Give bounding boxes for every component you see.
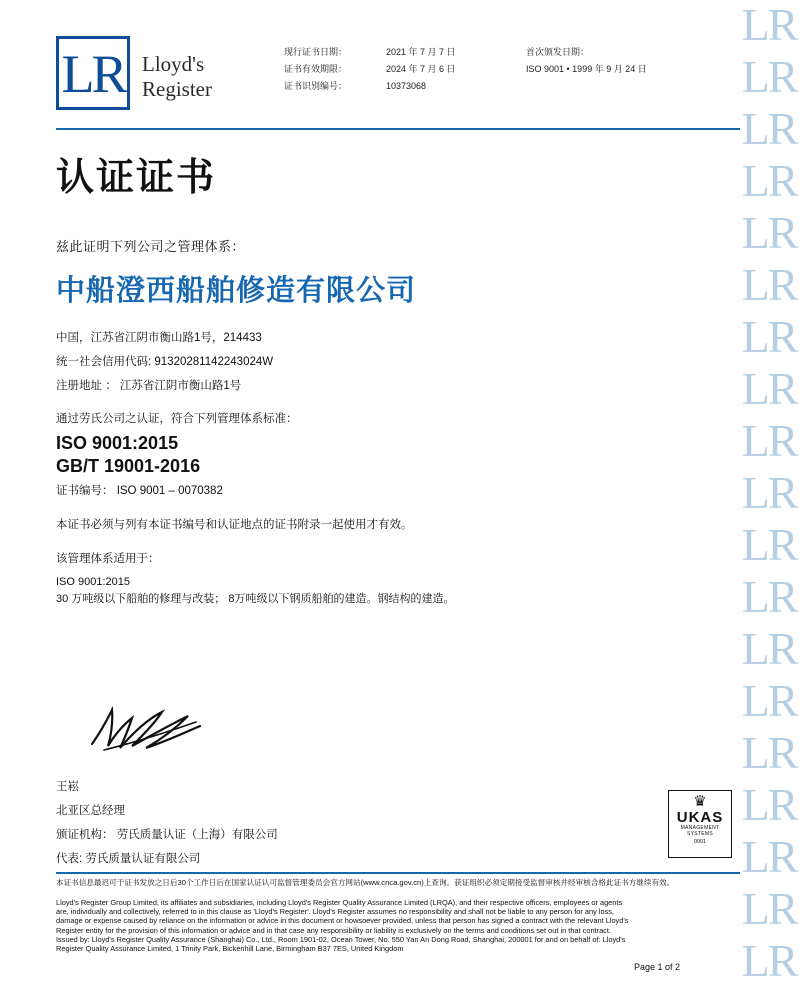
- ukas-accreditation-mark: [668, 790, 732, 858]
- footer-divider: [56, 872, 740, 874]
- meta-label-current-date: 现行证书日期：: [284, 47, 348, 57]
- company-registered-address: 注册地址 ： 江苏省江阴市衡山路1号: [56, 380, 242, 392]
- watermark-lr-text: LR: [741, 207, 797, 258]
- meta-first-issue-column: [526, 44, 647, 95]
- watermark-lr-text: LR: [741, 727, 797, 778]
- watermark-lr-icon: [741, 780, 797, 832]
- footer-disclaimer-line: are, individually and collectively, referred to in this clause as 'Lloyd's Register'. Lloyd's Register assumes no responsibility and shall not be liable to any person for any loss,: [56, 907, 615, 917]
- footer-disclaimer-line: Register Quality Assurance Limited, 1 Trinity Park, Bickenhill Lane, Birmingham B37 7ES, United Kingdom: [56, 944, 404, 954]
- watermark-lr-text: LR: [741, 571, 797, 622]
- meta-label-cert-id: 证书识别编号：: [284, 81, 348, 91]
- standard-iso9001: ISO 9001:2015: [56, 433, 179, 453]
- scope-line-activities: 30 万吨级以下船舶的修理与改装； 8万吨级以下钢质船舶的建造。钢结构的建造。: [56, 593, 455, 605]
- watermark-lr-icon: [741, 104, 797, 156]
- logo-wordmark: [142, 52, 212, 102]
- certificate-header: [56, 30, 740, 122]
- footer-disclaimer-line: Lloyd's Register Group Limited, its affiliates and subsidiaries, including Lloyd's Register Quality Assurance Limited (LRQA), and their respective officers, employees or agents: [56, 898, 623, 907]
- meta-values-column: [376, 44, 526, 95]
- watermark-lr-icon: [741, 936, 797, 988]
- watermark-lr-icon: [741, 260, 797, 312]
- lr-monogram-text: LR: [61, 44, 125, 104]
- meta-value-expiry-date: 2024 年 7 月 6 日: [386, 64, 456, 74]
- watermark-lr-text: LR: [741, 623, 797, 674]
- footer-disclaimer-line: damage or expense caused by reliance on the information or advice in this document or howsoever provided, unless that person has signed a contract with the relevant Lloyd's: [56, 916, 629, 926]
- watermark-lr-text: LR: [741, 311, 797, 362]
- watermark-lr-icon: [741, 728, 797, 780]
- scope-line-standard: ISO 9001:2015: [56, 576, 131, 588]
- meta-labels-column: [284, 44, 376, 95]
- meta-label-first-issue: 首次颁发日期：: [526, 47, 590, 57]
- company-details: [56, 326, 273, 398]
- crown-icon: ♛: [693, 793, 707, 810]
- certificate-meta: [284, 44, 647, 95]
- watermark-strip: [738, 0, 800, 1000]
- watermark-lr-icon: [741, 156, 797, 208]
- watermark-lr-text: LR: [741, 363, 797, 414]
- watermark-lr-text: LR: [741, 831, 797, 882]
- watermark-lr-text: LR: [741, 467, 797, 518]
- footer-english-disclaimer: [56, 898, 740, 953]
- ukas-number: 0001: [693, 839, 707, 845]
- watermark-lr-text: LR: [741, 779, 797, 830]
- watermark-lr-icon: [741, 624, 797, 676]
- page-number: Page 1 of 2: [633, 962, 680, 972]
- watermark-lr-text: LR: [741, 675, 797, 726]
- meta-value-cert-id: 10373068: [386, 81, 427, 91]
- watermark-lr-text: LR: [741, 0, 797, 50]
- footer-disclaimer-line: Register entity for the provision of this information or advice and in that case any responsibility or liability is exclusively on the terms and conditions set out in that contract.: [56, 925, 611, 935]
- lr-monogram-icon: [56, 36, 130, 110]
- watermark-lr-icon: [741, 468, 797, 520]
- scope-body: [56, 574, 676, 608]
- watermark-lr-text: LR: [741, 51, 797, 102]
- standard-gbt19001: GB/T 19001-2016: [56, 456, 201, 476]
- company-name: 中船澄西船舶修造有限公司: [56, 275, 417, 307]
- ukas-subtitle-line1: MANAGEMENT: [680, 825, 720, 831]
- lloyds-register-logo: [56, 36, 212, 110]
- scope-label: 该管理体系适用于：: [56, 553, 160, 565]
- ukas-subtitle-line2: SYSTEMS: [687, 831, 713, 837]
- header-divider: [56, 128, 740, 130]
- watermark-lr-icon: [741, 52, 797, 104]
- validity-note: 本证书必须与列有本证书编号和认证地点的证书附录一起使用才有效。: [56, 519, 413, 531]
- company-address: 中国，江苏省江阴市衡山路1号，214433: [56, 332, 262, 344]
- certificate-number: 证书编号： ISO 9001 – 0070382: [56, 485, 223, 497]
- watermark-lr-icon: [741, 676, 797, 728]
- standards-list: [56, 432, 200, 478]
- watermark-lr-icon: [741, 0, 797, 52]
- representative: 代表: 劳氏质量认证有限公司: [56, 853, 201, 865]
- signatory-role: 北亚区总经理: [56, 805, 125, 817]
- signatory-name: 王崧: [56, 781, 79, 793]
- watermark-lr-text: LR: [741, 935, 797, 986]
- meta-value-current-date: 2021 年 7 月 7 日: [386, 47, 456, 57]
- logo-wordmark-line1: Lloyd's: [142, 52, 205, 76]
- watermark-lr-icon: [741, 832, 797, 884]
- watermark-lr-text: LR: [741, 155, 797, 206]
- logo-wordmark-line2: Register: [142, 77, 212, 101]
- conformity-statement: 通过劳氏公司之认证，符合下列管理体系标准：: [56, 413, 298, 425]
- watermark-lr-icon: [741, 884, 797, 936]
- company-credit-code: 统一社会信用代码: 91320281142243024W: [56, 356, 274, 368]
- ukas-wordmark: UKAS: [676, 809, 724, 826]
- watermark-lr-text: LR: [741, 259, 797, 310]
- watermark-lr-icon: [741, 520, 797, 572]
- meta-label-expiry-date: 证书有效期限：: [284, 64, 348, 74]
- watermark-lr-text: LR: [741, 103, 797, 154]
- signature-image: [84, 700, 224, 760]
- footer-disclaimer-line: Issued by: Lloyd's Register Quality Assurance (Shanghai) Co., Ltd., Room 1901-02, Ocean Tower, No. 550 Yan An Dong Road, Shanghai, 200001 for and on behalf of: Lloyd's: [56, 934, 626, 944]
- issuing-body: 颁证机构： 劳氏质量认证（上海）有限公司: [56, 829, 278, 841]
- watermark-lr-icon: [741, 312, 797, 364]
- watermark-lr-text: LR: [741, 883, 797, 934]
- watermark-lr-text: LR: [741, 519, 797, 570]
- page-title: 认证证书: [56, 157, 217, 199]
- lead-statement: 兹此证明下列公司之管理体系：: [56, 239, 246, 254]
- watermark-lr-icon: [741, 416, 797, 468]
- watermark-lr-icon: [741, 572, 797, 624]
- watermark-lr-icon: [741, 208, 797, 260]
- footer-chinese-note: 本证书信息最迟可于证书发放之日后30个工作日后在国家认证认可监督管理委员会官方网站(www.cnca.gov.cn)上查询。获证组织必须定期接受监督审核并经审核合格此证书方继续有效。: [56, 878, 675, 887]
- watermark-lr-icon: [741, 364, 797, 416]
- meta-value-first-issue: ISO 9001 • 1999 年 9 月 24 日: [526, 64, 647, 74]
- watermark-lr-text: LR: [741, 415, 797, 466]
